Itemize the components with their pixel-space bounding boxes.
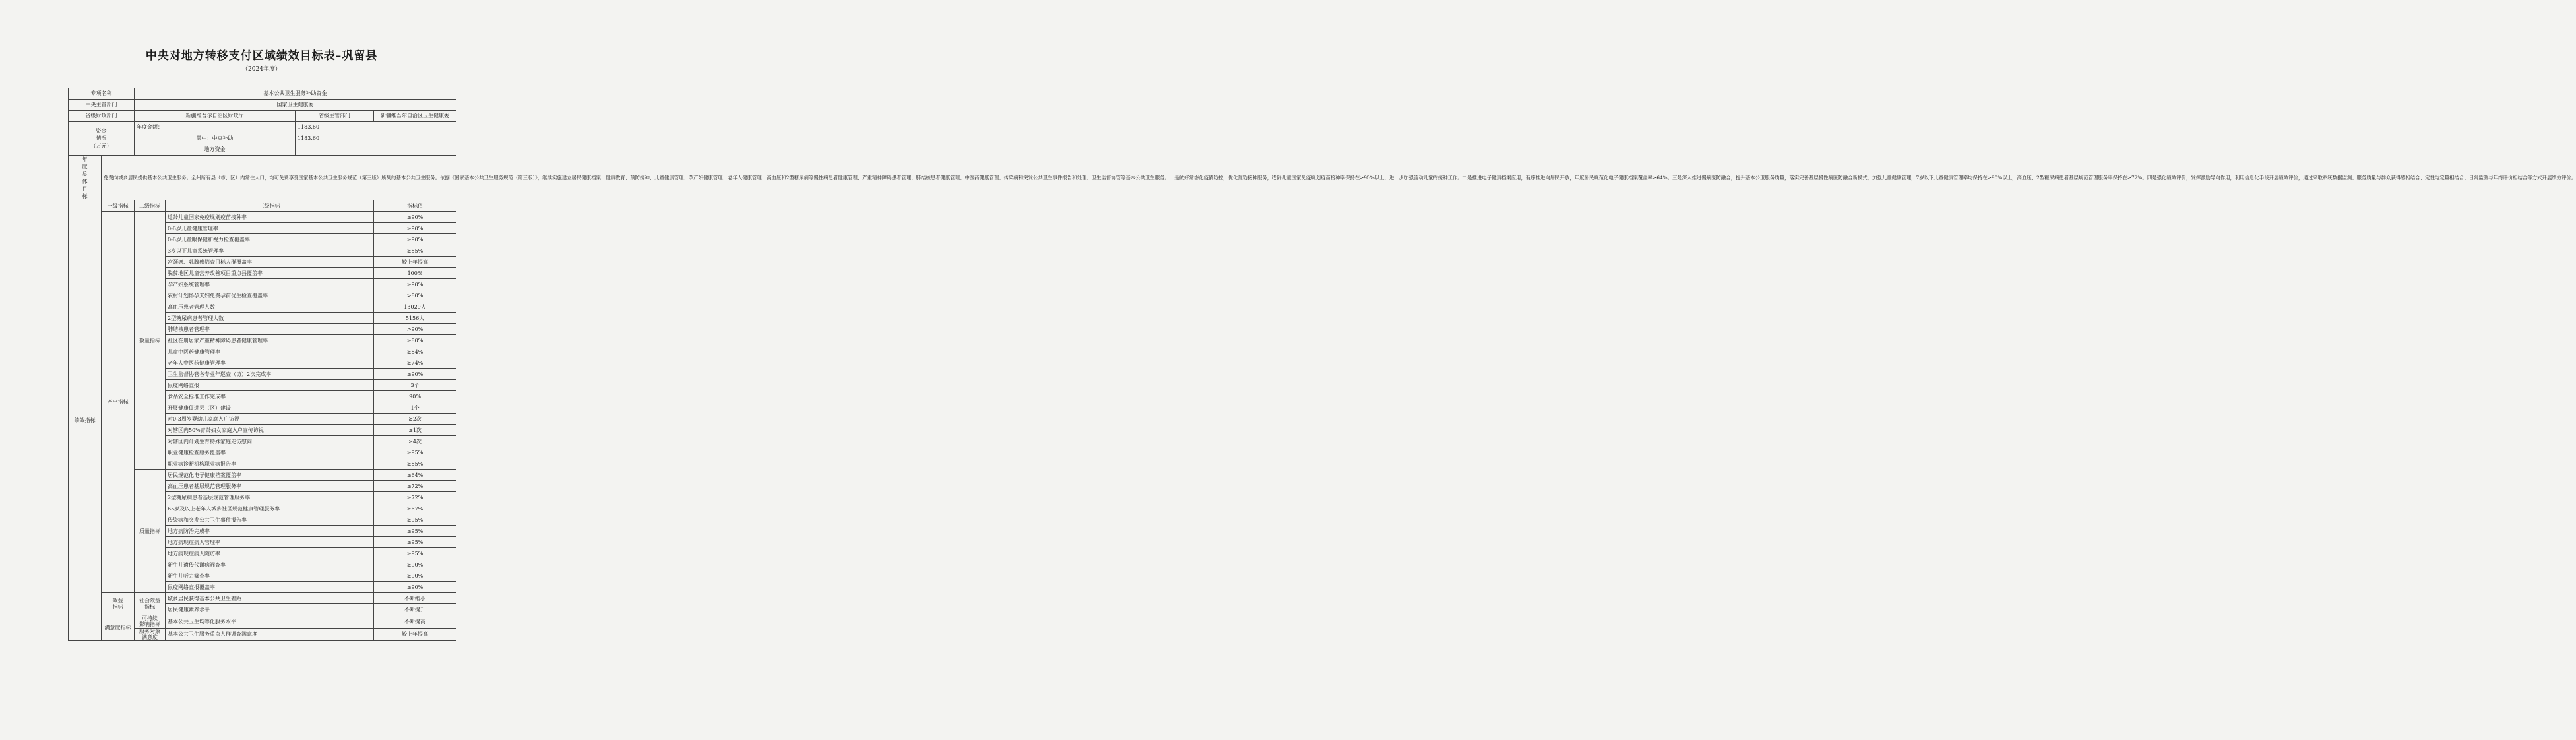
- page-title: 中央对地方转移支付区域绩效目标表–巩留县: [145, 49, 378, 63]
- annual-amount-label: 年度金额：: [135, 122, 296, 133]
- quantity-indicator-name: 2型糖尿病患者管理人数: [166, 313, 374, 324]
- performance-indicators-label: 绩效指标: [69, 200, 102, 641]
- quality-indicator-value: ≥72%: [374, 481, 456, 492]
- quantity-indicator-value: ≥85%: [374, 458, 456, 470]
- objective-text: 免费向城乡居民提供基本公共卫生服务。全州所有县（市、区）内常住人口，均可免费享受国家基本公共卫生服务规范（第三版）所列的基本公共卫生服务。依据《国家基本公共卫生服务规范（第三版）》，继续实施建立居民健康档案、健康教育、预防接种、儿童健康管理、孕产妇健康管理、老年人健康管理、高血压和2型糖尿病等慢性病患者健康管理、严重精神障碍患者管理、肺结核患者健康管理、中医药健康管理、传染病和突发公共卫生事件报告和处理、卫生监督协管等基本公共卫生服务。一是做好常态化疫情防控，优化预防接种服务，适龄儿童国家免疫规划疫苗接种率保持在≥90%以上，进一步加强流动儿童的接种工作。二是推进电子健康档案应用，有序推进向居民开放，年度居民规范化电子健康档案覆盖率≥64%。三是深入推进慢病医防融合，提升基本公卫服务质量，落实完善基层慢性病医防融合新模式，加强儿童健康管理，7岁以下儿童健康管理率均保持在≥90%以上，高血压、2型糖尿病患者基层规范管理服务率保持在≥72%。四是强化绩效评价，发挥激励导向作用，利用信息化手段开展绩效评价，通过采取系统数据监测、服务质量与群众获得感相结合、定性与定量相结合、日常监测与年终评价相结合等方式开展绩效评价。: [102, 156, 456, 200]
- quantity-indicator-value: ≥74%: [374, 357, 456, 369]
- project-name-value: 基本公共卫生服务补助资金: [135, 88, 456, 100]
- quantity-indicator-name: 食品安全标准工作完成率: [166, 391, 374, 402]
- quantity-indicator-value: ≥95%: [374, 447, 456, 458]
- quantity-indicator-name: 对0-3周岁婴幼儿家庭入户访视: [166, 414, 374, 425]
- prov-finance-value: 新疆维吾尔自治区财政厅: [135, 111, 296, 122]
- quality-indicator-value: ≥64%: [374, 470, 456, 481]
- benefit-indicators-label: 效益 指标: [102, 593, 135, 615]
- quality-indicators-label: 质量指标: [135, 470, 166, 593]
- table-row: [69, 615, 456, 628]
- level2-header: 二级指标: [135, 200, 166, 212]
- quantity-indicator-name: 农村计划怀孕夫妇免费孕前优生检查覆盖率: [166, 290, 374, 301]
- objective-label: 年 度 总 体 目 标: [69, 156, 102, 200]
- central-dept-value: 国家卫生健康委: [135, 100, 456, 111]
- quantity-indicator-name: 宫颈癌、乳腺癌筛查目标人群覆盖率: [166, 257, 374, 268]
- quantity-indicator-name: 职业健康检查服务覆盖率: [166, 447, 374, 458]
- performance-table: [68, 88, 2576, 641]
- quantity-indicator-value: >90%: [374, 324, 456, 335]
- quantity-indicator-value: >80%: [374, 290, 456, 301]
- sustain-indicator-value: 不断提高: [374, 615, 456, 628]
- finance-dept-row: [69, 111, 456, 122]
- quality-indicator-name: 65岁及以上老年人城乡社区规范健康管理服务率: [166, 503, 374, 514]
- quantity-indicator-name: 对辖区内50%育龄妇女家庭入户宣传访视: [166, 425, 374, 436]
- quality-indicator-name: 地方病现症病人随访率: [166, 548, 374, 559]
- quantity-indicator-name: 老年人中医药健康管理率: [166, 357, 374, 369]
- quality-indicator-value: ≥95%: [374, 537, 456, 548]
- quantity-indicator-value: 较上年提高: [374, 257, 456, 268]
- quality-indicator-name: 地方病现症病人管理率: [166, 537, 374, 548]
- quantity-indicator-value: ≥90%: [374, 223, 456, 234]
- social-indicator-name: 居民健康素养水平: [166, 604, 374, 615]
- quantity-indicator-value: ≥90%: [374, 369, 456, 380]
- sustainable-impact-label: 可持续 影响指标: [135, 615, 166, 628]
- quantity-indicator-name: 卫生监督协管各专业年巡查（访）2次完成率: [166, 369, 374, 380]
- quality-indicator-value: ≥95%: [374, 526, 456, 537]
- service-indicator-value: 较上年提高: [374, 628, 456, 640]
- project-name-row: [69, 88, 456, 100]
- quantity-indicator-value: 13029人: [374, 301, 456, 313]
- quality-indicator-value: ≥95%: [374, 548, 456, 559]
- prov-finance-label: 省级财政部门: [69, 111, 135, 122]
- quantity-indicator-name: 3岁以下儿童系统管理率: [166, 245, 374, 257]
- quality-indicator-name: 居民规范化电子健康档案覆盖率: [166, 470, 374, 481]
- quantity-indicator-value: ≥4次: [374, 436, 456, 447]
- quantity-indicator-value: ≥90%: [374, 234, 456, 245]
- local-funds-label: 地方资金: [135, 144, 296, 156]
- quantity-indicator-name: 0-6岁儿童眼保健和视力检查覆盖率: [166, 234, 374, 245]
- quantity-indicator-value: 100%: [374, 268, 456, 279]
- quality-indicator-name: 新生儿遗传代谢病筛查率: [166, 559, 374, 570]
- quality-indicator-name: 传染病和突发公共卫生事件报告率: [166, 514, 374, 526]
- quantity-indicator-name: 社区在册居家严重精神障碍患者健康管理率: [166, 335, 374, 346]
- output-indicators-label: 产出指标: [102, 212, 135, 593]
- quantity-indicator-value: ≥90%: [374, 279, 456, 290]
- social-benefit-label: 社会效益 指标: [135, 593, 166, 615]
- social-indicator-name: 城乡居民获得基本公共卫生差距: [166, 593, 374, 604]
- quantity-indicator-value: ≥84%: [374, 346, 456, 357]
- social-indicator-value: 不断提升: [374, 604, 456, 615]
- quantity-indicator-name: 肺结核患者管理率: [166, 324, 374, 335]
- quantity-indicator-name: 儿童中医药健康管理率: [166, 346, 374, 357]
- central-subsidy-label: 其中：中央补助: [135, 133, 296, 144]
- quality-indicator-name: 2型糖尿病患者基层规范管理服务率: [166, 492, 374, 503]
- quality-indicator-name: 地方病防治完成率: [166, 526, 374, 537]
- level3-header: 三级指标: [166, 200, 374, 212]
- quantity-indicator-name: 0-6岁儿童健康管理率: [166, 223, 374, 234]
- objective-row: [69, 156, 456, 200]
- central-dept-label: 中央主管部门: [69, 100, 135, 111]
- quantity-indicator-name: 高血压患者管理人数: [166, 301, 374, 313]
- quality-indicator-value: ≥90%: [374, 582, 456, 593]
- quality-indicator-name: 鼠疫网络直报覆盖率: [166, 582, 374, 593]
- quantity-indicator-name: 脱贫地区儿童营养改善项目重点县覆盖率: [166, 268, 374, 279]
- quality-indicator-value: ≥72%: [374, 492, 456, 503]
- prov-dept-label: 省级主管部门: [296, 111, 374, 122]
- quantity-indicators-label: 数量指标: [135, 212, 166, 470]
- quantity-indicator-value: 1个: [374, 402, 456, 414]
- central-dept-row: [69, 100, 456, 111]
- prov-dept-value: 新疆维吾尔自治区卫生健康委: [374, 111, 456, 122]
- service-satisfaction-label: 服务对象 满意度: [135, 628, 166, 640]
- annual-amount-value: 1183.60: [296, 122, 456, 133]
- quantity-indicator-value: ≥2次: [374, 414, 456, 425]
- quantity-indicator-value: ≥80%: [374, 335, 456, 346]
- satisfaction-indicators-label: 满意度指标: [102, 615, 135, 641]
- service-indicator-name: 基本公共卫生服务重点人群调查满意度: [166, 628, 374, 640]
- quality-indicator-name: 高血压患者基层规范管理服务率: [166, 481, 374, 492]
- quantity-indicator-name: 职业病诊断机构职业病报告率: [166, 458, 374, 470]
- central-subsidy-value: 1183.60: [296, 133, 456, 144]
- funds-label: 资金 情况 （万元）: [69, 122, 135, 156]
- quantity-indicator-name: 鼠疫网络直报: [166, 380, 374, 391]
- quantity-indicator-value: ≥1次: [374, 425, 456, 436]
- funds-row-annual: [69, 122, 456, 133]
- quality-indicator-value: ≥67%: [374, 503, 456, 514]
- social-indicator-value: 不断缩小: [374, 593, 456, 604]
- quantity-indicator-name: 适龄儿童国家免疫规划疫苗接种率: [166, 212, 374, 223]
- indicator-header-row: [69, 200, 456, 212]
- quality-indicator-value: ≥90%: [374, 570, 456, 582]
- table-row: [69, 212, 456, 223]
- quantity-indicator-name: 对辖区内计划生育特殊家庭走访慰问: [166, 436, 374, 447]
- quantity-indicator-name: 孕产妇系统管理率: [166, 279, 374, 290]
- quantity-indicator-value: 5156人: [374, 313, 456, 324]
- quantity-indicator-value: 3个: [374, 380, 456, 391]
- quantity-indicator-name: 开展健康促进县（区）建设: [166, 402, 374, 414]
- quality-indicator-value: ≥95%: [374, 514, 456, 526]
- page-year: （2024年度）: [242, 66, 281, 73]
- project-name-label: 专项名称: [69, 88, 135, 100]
- quality-indicator-name: 新生儿听力筛查率: [166, 570, 374, 582]
- quantity-indicator-value: 90%: [374, 391, 456, 402]
- table-row: [69, 593, 456, 604]
- quantity-indicator-value: ≥85%: [374, 245, 456, 257]
- local-funds-value: [296, 144, 456, 156]
- level1-header: 一级指标: [102, 200, 135, 212]
- sustain-indicator-name: 基本公共卫生均等化服务水平: [166, 615, 374, 628]
- quality-indicator-value: ≥90%: [374, 559, 456, 570]
- quantity-indicator-value: ≥90%: [374, 212, 456, 223]
- value-header: 指标值: [374, 200, 456, 212]
